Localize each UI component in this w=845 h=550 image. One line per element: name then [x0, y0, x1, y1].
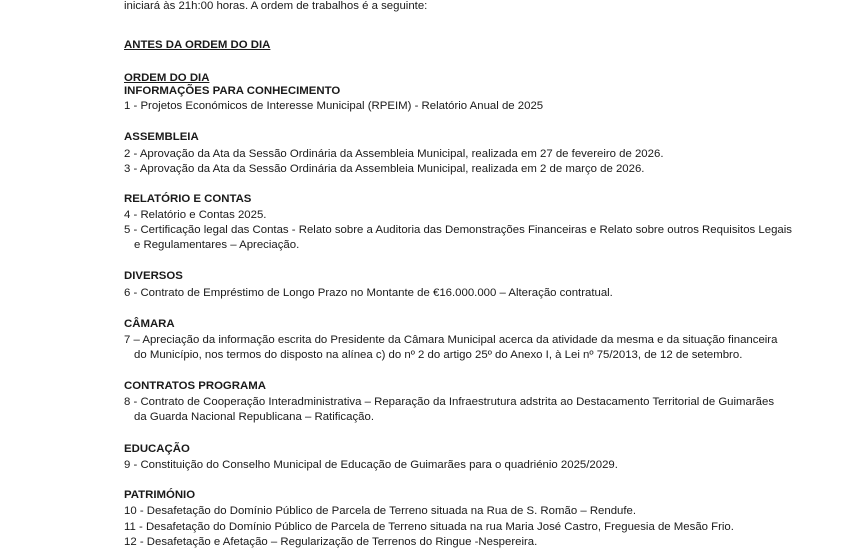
before-agenda-heading: ANTES DA ORDEM DO DIA [124, 39, 271, 51]
agenda-item-12: 12 - Desafetação e Afetação – Regularização de Terrenos do Ringue -Nespereira. [124, 536, 538, 548]
section-title-contratos-programa: CONTRATOS PROGRAMA [124, 380, 266, 392]
agenda-item-11: 11 - Desafetação do Domínio Público de Parcela de Terreno situada na rua Maria José Castro, Freguesia de Mesão Frio. [124, 521, 734, 533]
agenda-item-3: 3 - Aprovação da Ata da Sessão Ordinária da Assembleia Municipal, realizada em 2 de março de 2026. [124, 163, 645, 175]
section-title-camara: CÂMARA [124, 318, 175, 330]
agenda-item-1: 1 - Projetos Económicos de Interesse Municipal (RPEIM) - Relatório Anual de 2025 [124, 100, 544, 112]
agenda-item-8-continuation: da Guarda Nacional Republicana – Ratificação. [134, 411, 374, 423]
agenda-heading: ORDEM DO DIA [124, 72, 210, 84]
intro-line: iniciará às 21h:00 horas. A ordem de trabalhos é a seguinte: [124, 0, 428, 12]
section-title-informacoes: INFORMAÇÕES PARA CONHECIMENTO [124, 85, 341, 97]
section-title-educacao: EDUCAÇÃO [124, 443, 190, 455]
section-title-assembleia: ASSEMBLEIA [124, 131, 199, 143]
agenda-item-8: 8 - Contrato de Cooperação Interadministrativa – Reparação da Infraestrutura adstrita ao Destacamento Territorial de Guimarães [124, 396, 775, 408]
agenda-item-6: 6 - Contrato de Empréstimo de Longo Prazo no Montante de €16.000.000 – Alteração contratual. [124, 287, 613, 299]
section-title-patrimonio: PATRIMÓNIO [124, 489, 196, 501]
section-title-diversos: DIVERSOS [124, 270, 183, 282]
agenda-item-4: 4 - Relatório e Contas 2025. [124, 209, 267, 221]
section-title-relatorio-contas: RELATÓRIO E CONTAS [124, 193, 252, 205]
agenda-item-7: 7 – Apreciação da informação escrita do Presidente da Câmara Municipal acerca da atividade da mesma e da situação financeira [124, 334, 778, 346]
agenda-item-5: 5 - Certificação legal das Contas - Relato sobre a Auditoria das Demonstrações Financeiras e Relato sobre outros Requisitos Legais [124, 224, 792, 236]
agenda-item-2: 2 - Aprovação da Ata da Sessão Ordinária da Assembleia Municipal, realizada em 27 de fevereiro de 2026. [124, 148, 664, 160]
agenda-item-10: 10 - Desafetação do Domínio Público de Parcela de Terreno situada na Rua de S. Romão – Rendufe. [124, 505, 637, 517]
agenda-item-5-continuation: e Regulamentares – Apreciação. [134, 239, 300, 251]
agenda-item-9: 9 - Constituição do Conselho Municipal de Educação de Guimarães para o quadriénio 2025/2029. [124, 459, 618, 471]
agenda-item-7-continuation: do Município, nos termos do disposto na alínea c) do nº 2 do artigo 25º do Anexo I, à Lei nº 75/2013, de 12 de setembro. [134, 349, 743, 361]
